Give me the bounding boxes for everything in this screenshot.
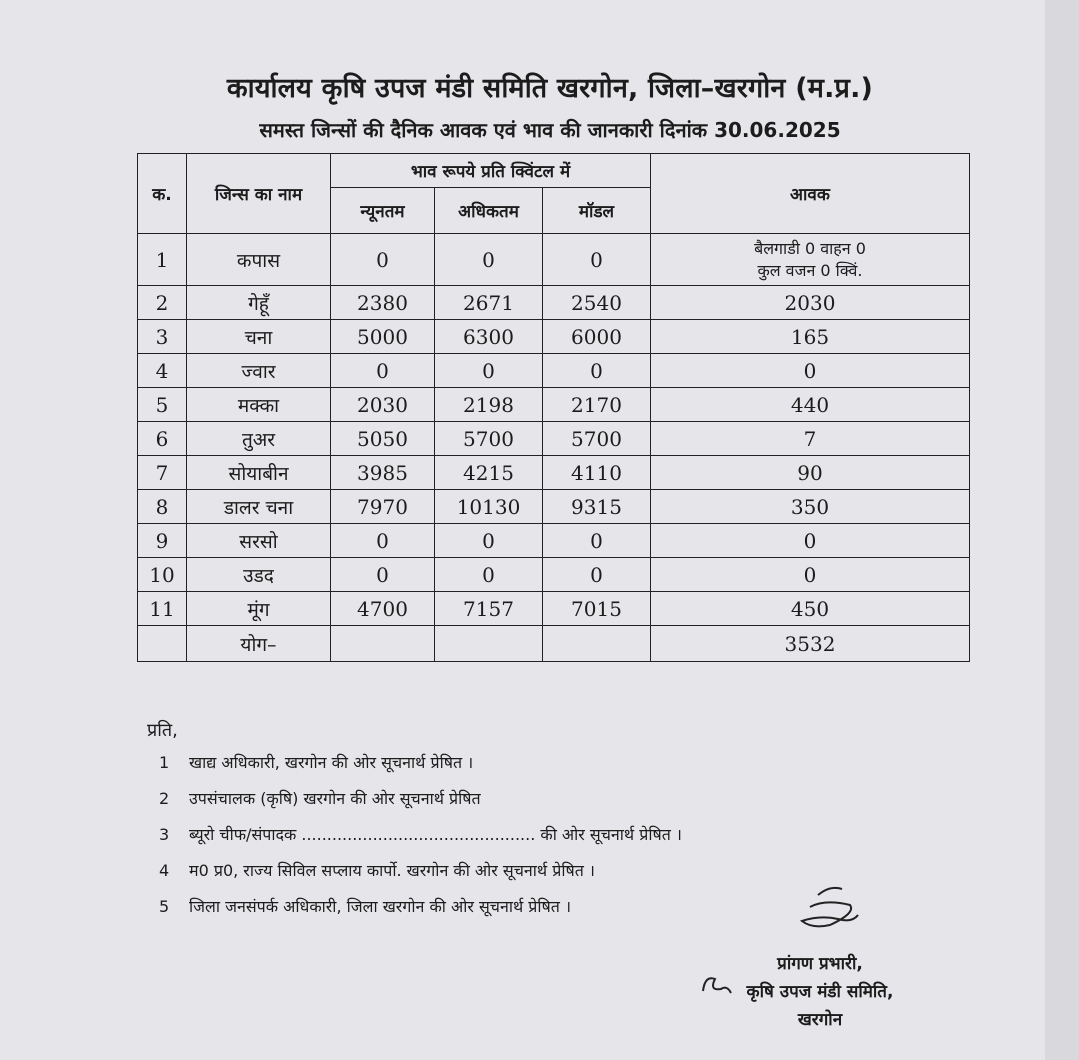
recipient-text: ब्यूरो चीफ/संपादक .............................................. की ओर सूचनार्थ प्रेषित । bbox=[189, 825, 682, 844]
row-arrival: 450 bbox=[651, 592, 970, 626]
header-arrival: आवक bbox=[651, 154, 970, 234]
signatory-designation: प्रांगण प्रभारी, bbox=[777, 954, 863, 974]
table-row bbox=[138, 354, 970, 388]
recipient-text: खाद्य अधिकारी, खरगोन की ओर सूचनार्थ प्रेषित । bbox=[189, 753, 474, 772]
row-max: 0 bbox=[435, 558, 543, 592]
row-model: 4110 bbox=[543, 456, 651, 490]
row-min: 5050 bbox=[331, 422, 435, 456]
row-commodity: डालर चना bbox=[187, 490, 331, 524]
row-arrival: 90 bbox=[651, 456, 970, 490]
row-min: 0 bbox=[331, 234, 435, 286]
recipient-item bbox=[147, 856, 595, 892]
total-min-cell bbox=[331, 626, 435, 662]
row-commodity: गेहूँ bbox=[187, 286, 331, 320]
office-title: कार्यालय कृषि उपज मंडी समिति खरगोन, जिला–खरगोन (म.प्र.) bbox=[226, 73, 874, 104]
table-row bbox=[138, 592, 970, 626]
header-max: अधिकतम bbox=[435, 188, 543, 234]
table-row bbox=[138, 490, 970, 524]
row-arrival: 350 bbox=[651, 490, 970, 524]
recipients-list bbox=[147, 718, 682, 928]
recipient-item bbox=[147, 820, 682, 856]
header-commodity: जिन्स का नाम bbox=[187, 154, 331, 234]
row-arrival: 165 bbox=[651, 320, 970, 354]
row-min: 5000 bbox=[331, 320, 435, 354]
row-model: 0 bbox=[543, 558, 651, 592]
row-max: 0 bbox=[435, 354, 543, 388]
recipient-text: उपसंचालक (कृषि) खरगोन की ओर सूचनार्थ प्रेषित bbox=[189, 789, 481, 808]
recipient-number: 3 bbox=[159, 825, 170, 844]
row-model: 2170 bbox=[543, 388, 651, 422]
row-arrival: 440 bbox=[651, 388, 970, 422]
recipient-text: जिला जनसंपर्क अधिकारी, जिला खरगोन की ओर सूचनार्थ प्रेषित । bbox=[189, 897, 572, 916]
row-model: 0 bbox=[543, 234, 651, 286]
table-row bbox=[138, 524, 970, 558]
header-min: न्यूनतम bbox=[331, 188, 435, 234]
row-sr: 1 bbox=[138, 234, 187, 286]
total-max-cell bbox=[435, 626, 543, 662]
row-model: 2540 bbox=[543, 286, 651, 320]
row-max: 7157 bbox=[435, 592, 543, 626]
header-rate-group: भाव रूपये प्रति क्विंटल में bbox=[331, 154, 651, 188]
signatory-block bbox=[700, 950, 940, 1034]
row-commodity: मूंग bbox=[187, 592, 331, 626]
row-model: 0 bbox=[543, 354, 651, 388]
total-label: योग– bbox=[187, 626, 331, 662]
arrival-line2: कुल वजन 0 क्विं. bbox=[757, 260, 863, 280]
row-sr: 5 bbox=[138, 388, 187, 422]
recipient-number: 5 bbox=[159, 897, 170, 916]
row-sr: 7 bbox=[138, 456, 187, 490]
row-min: 0 bbox=[331, 524, 435, 558]
row-commodity: सोयाबीन bbox=[187, 456, 331, 490]
row-model: 0 bbox=[543, 524, 651, 558]
row-sr: 2 bbox=[138, 286, 187, 320]
row-sr: 11 bbox=[138, 592, 187, 626]
row-sr: 8 bbox=[138, 490, 187, 524]
total-sr-cell bbox=[138, 626, 187, 662]
row-arrival: 0 bbox=[651, 524, 970, 558]
row-commodity: चना bbox=[187, 320, 331, 354]
recipients-prefix: प्रति, bbox=[147, 720, 178, 741]
table-row bbox=[138, 422, 970, 456]
row-commodity: उडद bbox=[187, 558, 331, 592]
table-row bbox=[138, 286, 970, 320]
row-commodity: सरसो bbox=[187, 524, 331, 558]
recipient-item bbox=[147, 748, 474, 784]
table-row bbox=[138, 558, 970, 592]
recipient-text: म0 प्र0, राज्य सिविल सप्लाय कार्पो. खरगोन की ओर सूचनार्थ प्रेषित । bbox=[189, 861, 595, 880]
row-max: 0 bbox=[435, 524, 543, 558]
row-min: 4700 bbox=[331, 592, 435, 626]
signature-image bbox=[790, 885, 870, 945]
total-model-cell bbox=[543, 626, 651, 662]
recipient-item bbox=[147, 892, 572, 928]
row-max: 4215 bbox=[435, 456, 543, 490]
row-arrival: 2030 bbox=[651, 286, 970, 320]
recipient-number: 4 bbox=[159, 861, 170, 880]
total-arrival: 3532 bbox=[651, 626, 970, 662]
row-arrival: 7 bbox=[651, 422, 970, 456]
row-model: 5700 bbox=[543, 422, 651, 456]
row-min: 2030 bbox=[331, 388, 435, 422]
row-model: 9315 bbox=[543, 490, 651, 524]
row-max: 5700 bbox=[435, 422, 543, 456]
header-model: मॉडल bbox=[543, 188, 651, 234]
row-arrival bbox=[651, 234, 970, 286]
report-subtitle: समस्त जिन्सों की दैनिक आवक एवं भाव की जानकारी दिनांक 30.06.2025 bbox=[259, 118, 841, 142]
row-commodity: तुअर bbox=[187, 422, 331, 456]
row-arrival: 0 bbox=[651, 558, 970, 592]
row-min: 7970 bbox=[331, 490, 435, 524]
row-sr: 6 bbox=[138, 422, 187, 456]
row-min: 0 bbox=[331, 558, 435, 592]
row-min: 0 bbox=[331, 354, 435, 388]
row-sr: 4 bbox=[138, 354, 187, 388]
total-row bbox=[138, 626, 970, 662]
row-sr: 10 bbox=[138, 558, 187, 592]
row-max: 0 bbox=[435, 234, 543, 286]
signatory-office: कृषि उपज मंडी समिति, bbox=[746, 982, 894, 1002]
recipient-number: 2 bbox=[159, 789, 170, 808]
row-sr: 9 bbox=[138, 524, 187, 558]
row-max: 6300 bbox=[435, 320, 543, 354]
row-model: 6000 bbox=[543, 320, 651, 354]
recipient-item bbox=[147, 784, 481, 820]
row-model: 7015 bbox=[543, 592, 651, 626]
header-sr: क. bbox=[138, 154, 187, 234]
row-arrival: 0 bbox=[651, 354, 970, 388]
table-row bbox=[138, 388, 970, 422]
row-commodity: कपास bbox=[187, 234, 331, 286]
row-commodity: ज्वार bbox=[187, 354, 331, 388]
row-min: 2380 bbox=[331, 286, 435, 320]
row-max: 2198 bbox=[435, 388, 543, 422]
row-min: 3985 bbox=[331, 456, 435, 490]
row-commodity: मक्का bbox=[187, 388, 331, 422]
rates-table bbox=[137, 153, 970, 662]
table-row bbox=[138, 456, 970, 490]
row-max: 2671 bbox=[435, 286, 543, 320]
table-row bbox=[138, 320, 970, 354]
table-row bbox=[138, 234, 970, 286]
signatory-place: खरगोन bbox=[797, 1010, 843, 1030]
arrival-line1: बैलगाडी 0 वाहन 0 bbox=[754, 238, 866, 258]
row-sr: 3 bbox=[138, 320, 187, 354]
recipient-number: 1 bbox=[159, 753, 170, 772]
row-max: 10130 bbox=[435, 490, 543, 524]
